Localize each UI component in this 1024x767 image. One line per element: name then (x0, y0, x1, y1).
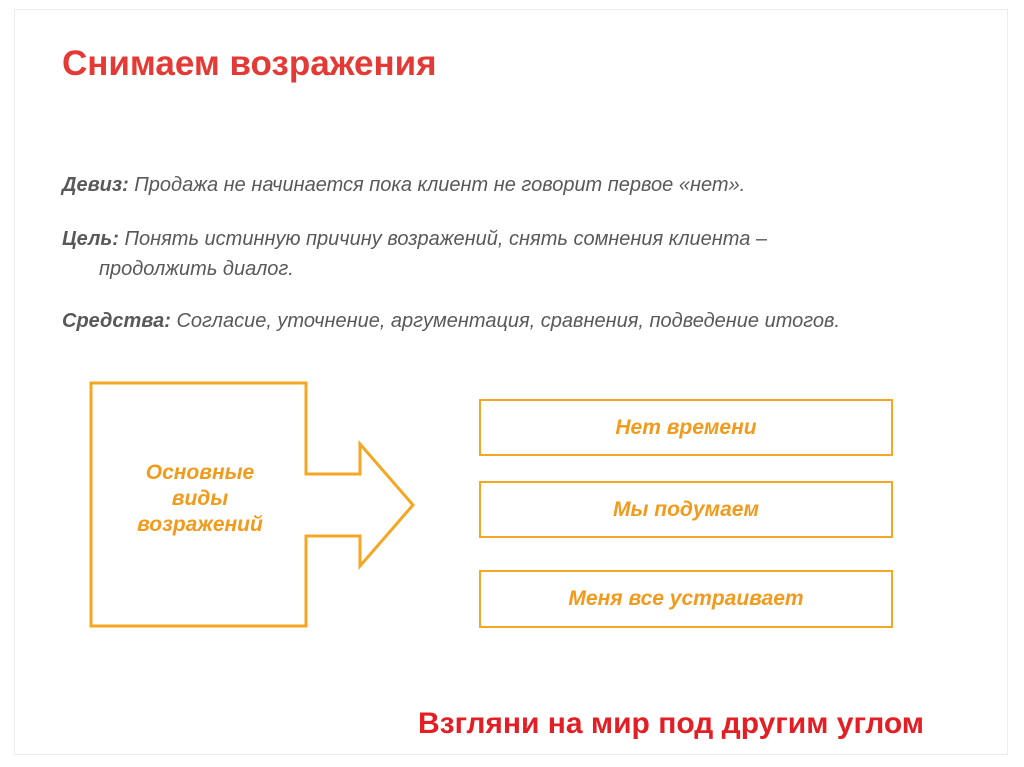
motto-label: Девиз: (62, 174, 129, 196)
objection-types-line: виды (171, 487, 229, 510)
slogan: Взгляни на мир под другим углом (418, 707, 924, 740)
means-label: Средства: (62, 310, 171, 332)
means-text: Согласие, уточнение, аргументация, сравнения, подведение итогов. (170, 310, 841, 332)
objection-types-label (110, 460, 290, 538)
motto-text: Продажа не начинается пока клиент не говорит первое «нет». (128, 174, 746, 196)
objection-box-all-suits-me (479, 570, 893, 628)
objection-box-we-will-think (479, 481, 893, 538)
objection-text: Нет времени (615, 415, 757, 439)
goal-continuation: продолжить диалог. (99, 258, 294, 280)
objection-types-line: Основные (145, 461, 255, 484)
goal-label: Цель: (62, 228, 119, 250)
objection-box-no-time (479, 399, 893, 456)
objection-text: Мы подумаем (612, 497, 759, 521)
objection-text: Меня все устраивает (568, 587, 804, 610)
goal-text: Понять истинную причину возражений, снять сомнения клиента – (118, 228, 767, 250)
slide-title: Снимаем возражения (62, 44, 437, 83)
objection-types-line: возражений (137, 513, 263, 536)
